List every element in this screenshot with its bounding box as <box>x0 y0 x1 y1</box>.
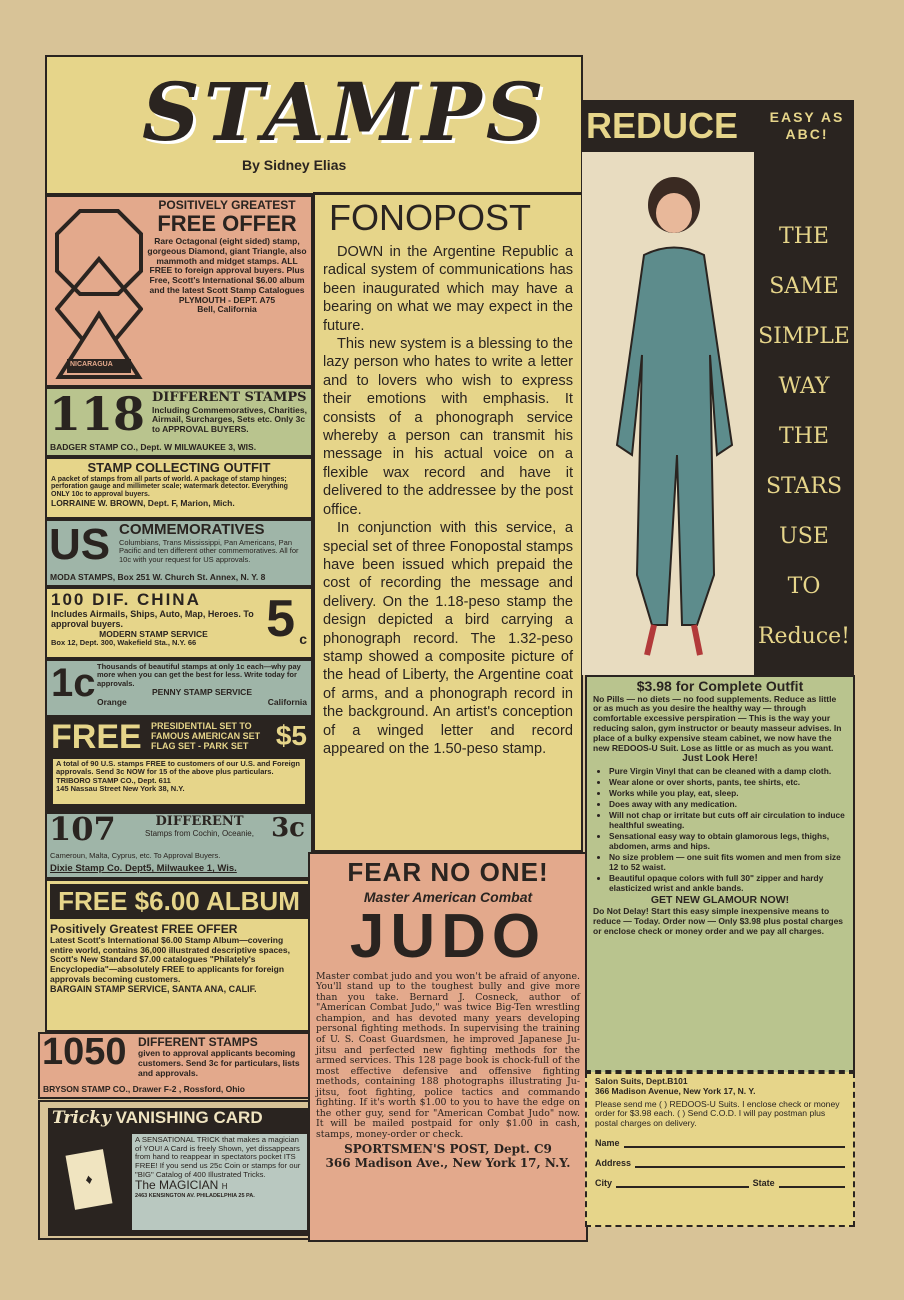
state-label: State <box>752 1178 775 1189</box>
bullet: • Sensational easy way to obtain glamorous legs, thighs, abdomen, arms and hips. <box>609 831 847 851</box>
side-word: Reduce! <box>757 624 851 649</box>
city-label: City <box>595 1178 613 1189</box>
coupon-company: Salon Suits, Dept.B101 <box>595 1076 688 1086</box>
stamps-header <box>45 55 583 195</box>
title: 100 DIF. CHINA <box>51 590 201 609</box>
ad-vanishing-card <box>38 1100 313 1240</box>
body: Thousands of beautiful stamps at only 1c each—why pay more when you can get the best for less. Write today for approvals. <box>97 662 301 688</box>
price: 5 <box>266 590 295 648</box>
fonopost-article <box>313 192 583 852</box>
ad-penny-stamp <box>45 659 313 717</box>
subtitle: Positively Greatest FREE OFFER <box>50 922 238 936</box>
kicker: POSITIVELY GREATEST <box>158 198 296 212</box>
reduce-details <box>585 675 855 1072</box>
line: FLAG SET - PARK SET <box>151 740 249 751</box>
ad-china <box>45 587 313 659</box>
byline: By Sidney Elias <box>242 157 347 173</box>
side-word: SIMPLE <box>758 324 850 349</box>
body: A packet of stamps from all parts of world. A package of stamp hinges; perforation gauge and millimeter scale; watermark detector. Everything ONLY 10c to approval buyers. <box>51 475 288 499</box>
coupon-address: 366 Madison Avenue, New York 17, N. Y. <box>595 1085 756 1096</box>
address: BADGER STAMP CO., Dept. W MILWAUKEE 3, WIS. <box>50 442 257 453</box>
body: Master combat judo and you won't be afraid of anyone. You'll stand up to the toughest bully and give more than you take. Bernard J. Cosneck, author of "American Combat Judo," was twice Big-Ten wrestling champion, and has devoted many years developing personal fighting methods. In supervising the training of U. S. Coast Guardsmen, he improved Japanese Ju-jitsu and perfected new fighting methods for the armed services. This 128 page book is chock-full of the most effective defensive and offensive fighting methods, containing 188 photographs illustrating Ju-jitsu, foot fighting, police tactics and commando fighting. If it's worth $1.00 to you to have the edge on the other guy, send for "American Combat Judo" now. It will be mailed postpaid for only $1.00 in cash, stamps, money-order or check. <box>316 970 580 1140</box>
woman-in-suit-illustration <box>582 155 754 675</box>
address: MODA STAMPS, Box 251 W. Church St. Annex, N. Y. 8 <box>50 572 266 583</box>
big-number: 1050 <box>42 1032 127 1073</box>
code: H <box>221 1182 228 1192</box>
address: Dixie Stamp Co. Dept5, Milwaukee 1, Wis. <box>50 863 237 875</box>
side-word: USE <box>779 524 829 549</box>
paragraph: DOWN in the Argentine Republic a radical system of communications has been inaugurated which may have a bearing on what we may expect in the future. <box>323 244 573 334</box>
price: $5 <box>275 720 307 751</box>
ad-stamp-outfit <box>45 457 313 519</box>
article-title: FONOPOST <box>329 197 532 238</box>
subhead: Master American Combat <box>363 889 533 906</box>
address: 145 Nassau Street New York 38, N.Y. <box>56 784 185 794</box>
title-script: Tricky <box>52 1108 111 1128</box>
city-right: California <box>267 696 307 707</box>
ad-reduce <box>582 100 854 675</box>
stamp-illustration <box>55 209 143 379</box>
magician-title <box>52 1108 263 1128</box>
price-title: $3.98 for Complete Outfit <box>636 678 804 694</box>
price-unit: c <box>299 631 307 647</box>
title: FREE OFFER <box>157 211 297 237</box>
name-field[interactable] <box>595 1138 845 1148</box>
side-word: SAME <box>769 274 839 299</box>
body: A total of 90 U.S. stamps FREE to customers of our U.S. and Foreign approvals. Send 3c NOW for 15 of the above plus particulars. TRIBORO STAMP CO., Dept. 611 <box>56 759 300 785</box>
city: Bell, California <box>197 304 257 315</box>
bullet: • Does away with any medication. <box>609 799 847 809</box>
ad-judo <box>308 852 588 1242</box>
subtitle: Stamps from Cochin, Oceanie, <box>145 828 254 838</box>
side-word: STARS <box>765 474 843 499</box>
body: Latest Scott's International $6.00 Stamp Album—covering entire world, contains 36,000 illustrated descriptive spaces, Scott's New Standard $7.00 catalogues "Philately's Encyclopedia"—absolutely FREE to applicants for foreign approvals becoming customers. <box>50 935 290 984</box>
reduce-tag: EASY AS ABC! <box>769 109 845 142</box>
bullet: • Will not chap or irritate but cuts off air circulation to induce healthful sweating. <box>609 810 847 830</box>
bullet: • Pure Virgin Vinyl that can be cleaned with a damp cloth. <box>609 766 847 776</box>
ad-1050-stamps <box>38 1032 313 1099</box>
order-coupon <box>585 1072 855 1227</box>
ad-us-commemoratives <box>45 519 313 587</box>
address: Box 12, Dept. 300, Wakefield Sta., N.Y. 66 <box>51 638 197 648</box>
body: Columbians, Trans Mississippi, Pan Americans, Pan Pacific and ten different other commemoratives. All for 10c with your request for US approvals. <box>119 537 299 564</box>
paragraph: This new system is a blessing to the lazy person who hates to write a letter and to lovers who wish to express their emotions with emphasis. It consists of a phonograph service whereby a person can transmit his message in his actual voice on a flexible wax record and have it delivered to the addressee by the post office. <box>323 336 573 518</box>
body: Including Commemoratives, Charities, Airmail, Surcharges, Sets etc. Only 3c to APPROVAL BUYERS. <box>152 404 307 435</box>
city-state-field[interactable] <box>595 1178 845 1188</box>
name-line[interactable] <box>624 1138 845 1148</box>
state-line[interactable] <box>779 1178 845 1188</box>
company: MODERN STAMP SERVICE <box>99 628 208 639</box>
line: FAMOUS AMERICAN SET <box>151 730 261 741</box>
line: PRESIDENTIAL SET TO <box>151 721 252 731</box>
title: COMMEMORATIVES <box>119 521 265 538</box>
side-word: THE <box>779 224 829 249</box>
company: SPORTSMEN'S POST, Dept. C9 <box>344 1142 552 1157</box>
title: DIFFERENT <box>155 814 244 829</box>
side-word: TO <box>787 574 821 599</box>
stamp-label: NICARAGUA <box>70 361 113 368</box>
title: FREE $6.00 ALBUM <box>50 884 308 919</box>
side-words <box>754 152 854 675</box>
side-word: THE <box>779 424 829 449</box>
big-free: FREE <box>51 718 142 756</box>
side-word: WAY <box>778 374 830 399</box>
big-number: 107 <box>49 812 116 848</box>
price: 3c <box>271 813 305 843</box>
bullet-list <box>593 766 847 893</box>
company: The MAGICIAN <box>135 1178 219 1193</box>
headline: FEAR NO ONE! <box>347 857 549 887</box>
address-field[interactable] <box>595 1158 845 1168</box>
ad-presidential-set <box>45 717 313 812</box>
big-us: US <box>49 520 111 569</box>
ad-free-album <box>45 879 313 1032</box>
address: LORRAINE W. BROWN, Dept. F, Marion, Mich. <box>51 498 235 509</box>
coupon-body: Please send me ( ) REDOOS-U Suits. I enclose check or money order for $3.98 each. ( ) Send C.O.D. I will pay postman plus postal charges on delivery. <box>595 1098 840 1128</box>
body: A SENSATIONAL TRICK that makes a magician of YOU! A Card is freely Shown, yet dissappears from hand to reappear in spectators pocket ITS FREE! If you send us 25c Coin or stamps for our "BIG" Catalog of 400 Illustrated Tricks. <box>135 1135 301 1179</box>
set-lines <box>151 722 260 752</box>
name-label: Name <box>595 1138 620 1149</box>
cta: GET NEW GLAMOUR NOW! <box>650 894 790 907</box>
look-heading: Just Look Here! <box>682 753 758 765</box>
card-icon: ♦ <box>66 1149 113 1210</box>
stamps-title: STAMPS <box>142 65 548 159</box>
address: 366 Madison Ave., New York 17, N.Y. <box>325 1155 571 1170</box>
cta-body: Do Not Delay! Start this easy simple inexpensive means to reduce — Today. Order now — Only $3.98 plus postal charges or enclose check or money order and we pay all charges. <box>593 906 844 936</box>
reduce-header <box>582 100 854 152</box>
body: Cameroun, Malta, Cyprus, etc. To Approval Buyers. <box>50 851 221 860</box>
intro: No Pills — no diets — no food supplements. Reduce as little or as much as you desire the healthy way — through comfortable excessive perspiration — This is the way your reducing salon, gym instructor or beauty masseur advises. In place of a bulky expensive steam cabinet, we now have the new REDOOS-U Suit. Lose as little or as much as you want. <box>593 693 842 753</box>
title: DIFFERENT STAMPS <box>152 390 307 405</box>
reduce-title: REDUCE <box>586 105 739 146</box>
address-line[interactable] <box>635 1158 845 1168</box>
big-1c: 1c <box>51 661 96 705</box>
body: Includes Airmails, Ships, Auto, Map, Heroes. To approval buyers. <box>51 609 254 630</box>
address: BARGAIN STAMP SERVICE, SANTA ANA, CALIF. <box>50 984 257 995</box>
title: DIFFERENT STAMPS <box>138 1035 258 1049</box>
judo-title: JUDO <box>349 901 547 971</box>
big-number: 118 <box>49 387 146 441</box>
city-line <box>97 698 307 708</box>
city-line[interactable] <box>616 1178 749 1188</box>
ad-free-offer <box>45 195 313 387</box>
title: STAMP COLLECTING OUTFIT <box>87 460 271 475</box>
company-line <box>135 1179 304 1192</box>
bullet: • No size problem — one suit fits women and men from size 12 to 52 waist. <box>609 852 847 872</box>
address: BRYSON STAMP CO., Drawer F-2 , Rossford, Ohio <box>43 1084 245 1095</box>
bullet: • Works while you play, eat, sleep. <box>609 788 847 798</box>
address: 2463 KENSINGTON AV. PHILADELPHIA 25 PA. <box>135 1192 255 1199</box>
bullet: • Beautiful opaque colors with full 30" zipper and hardy elasticized wrist and ankle bands. <box>609 873 847 893</box>
ad-107-stamps <box>45 812 313 879</box>
body: Rare Octagonal (eight sided) stamp, gorgeous Diamond, giant Triangle, also mammoth and midget stamps. ALL FREE to foreign approval buyers. Plus Free, Scott's International $6.00 album and the latest Scott Stamp Catalogues <box>147 236 307 295</box>
city-left: Orange <box>97 696 127 707</box>
address: PLYMOUTH - DEPT. A75 <box>178 294 276 305</box>
company: PENNY STAMP SERVICE <box>152 687 252 698</box>
bullet: • Wear alone or over shorts, pants, tee shirts, etc. <box>609 777 847 787</box>
body: given to approval applicants becoming customers. Send 3c for particulars, lists and approvals. <box>138 1048 300 1078</box>
paragraph: In conjunction with this service, a special set of three Fonopostal stamps have been issued which prepaid the cost of recording the message and delivery. On the 1.18-peso stamp the design depicted a bird carrying a phonograph record. The 1.32-peso stamp showed a composite picture of the head of Liberty, the Argentine coat of arms, and a phonograph record in the background. An artist's conception of a winged letter and record appeared on the 1.50-peso stamp. <box>323 520 573 757</box>
address-label: Address <box>595 1158 632 1169</box>
title: VANISHING CARD <box>115 1108 263 1127</box>
ad-118-stamps <box>45 387 313 457</box>
